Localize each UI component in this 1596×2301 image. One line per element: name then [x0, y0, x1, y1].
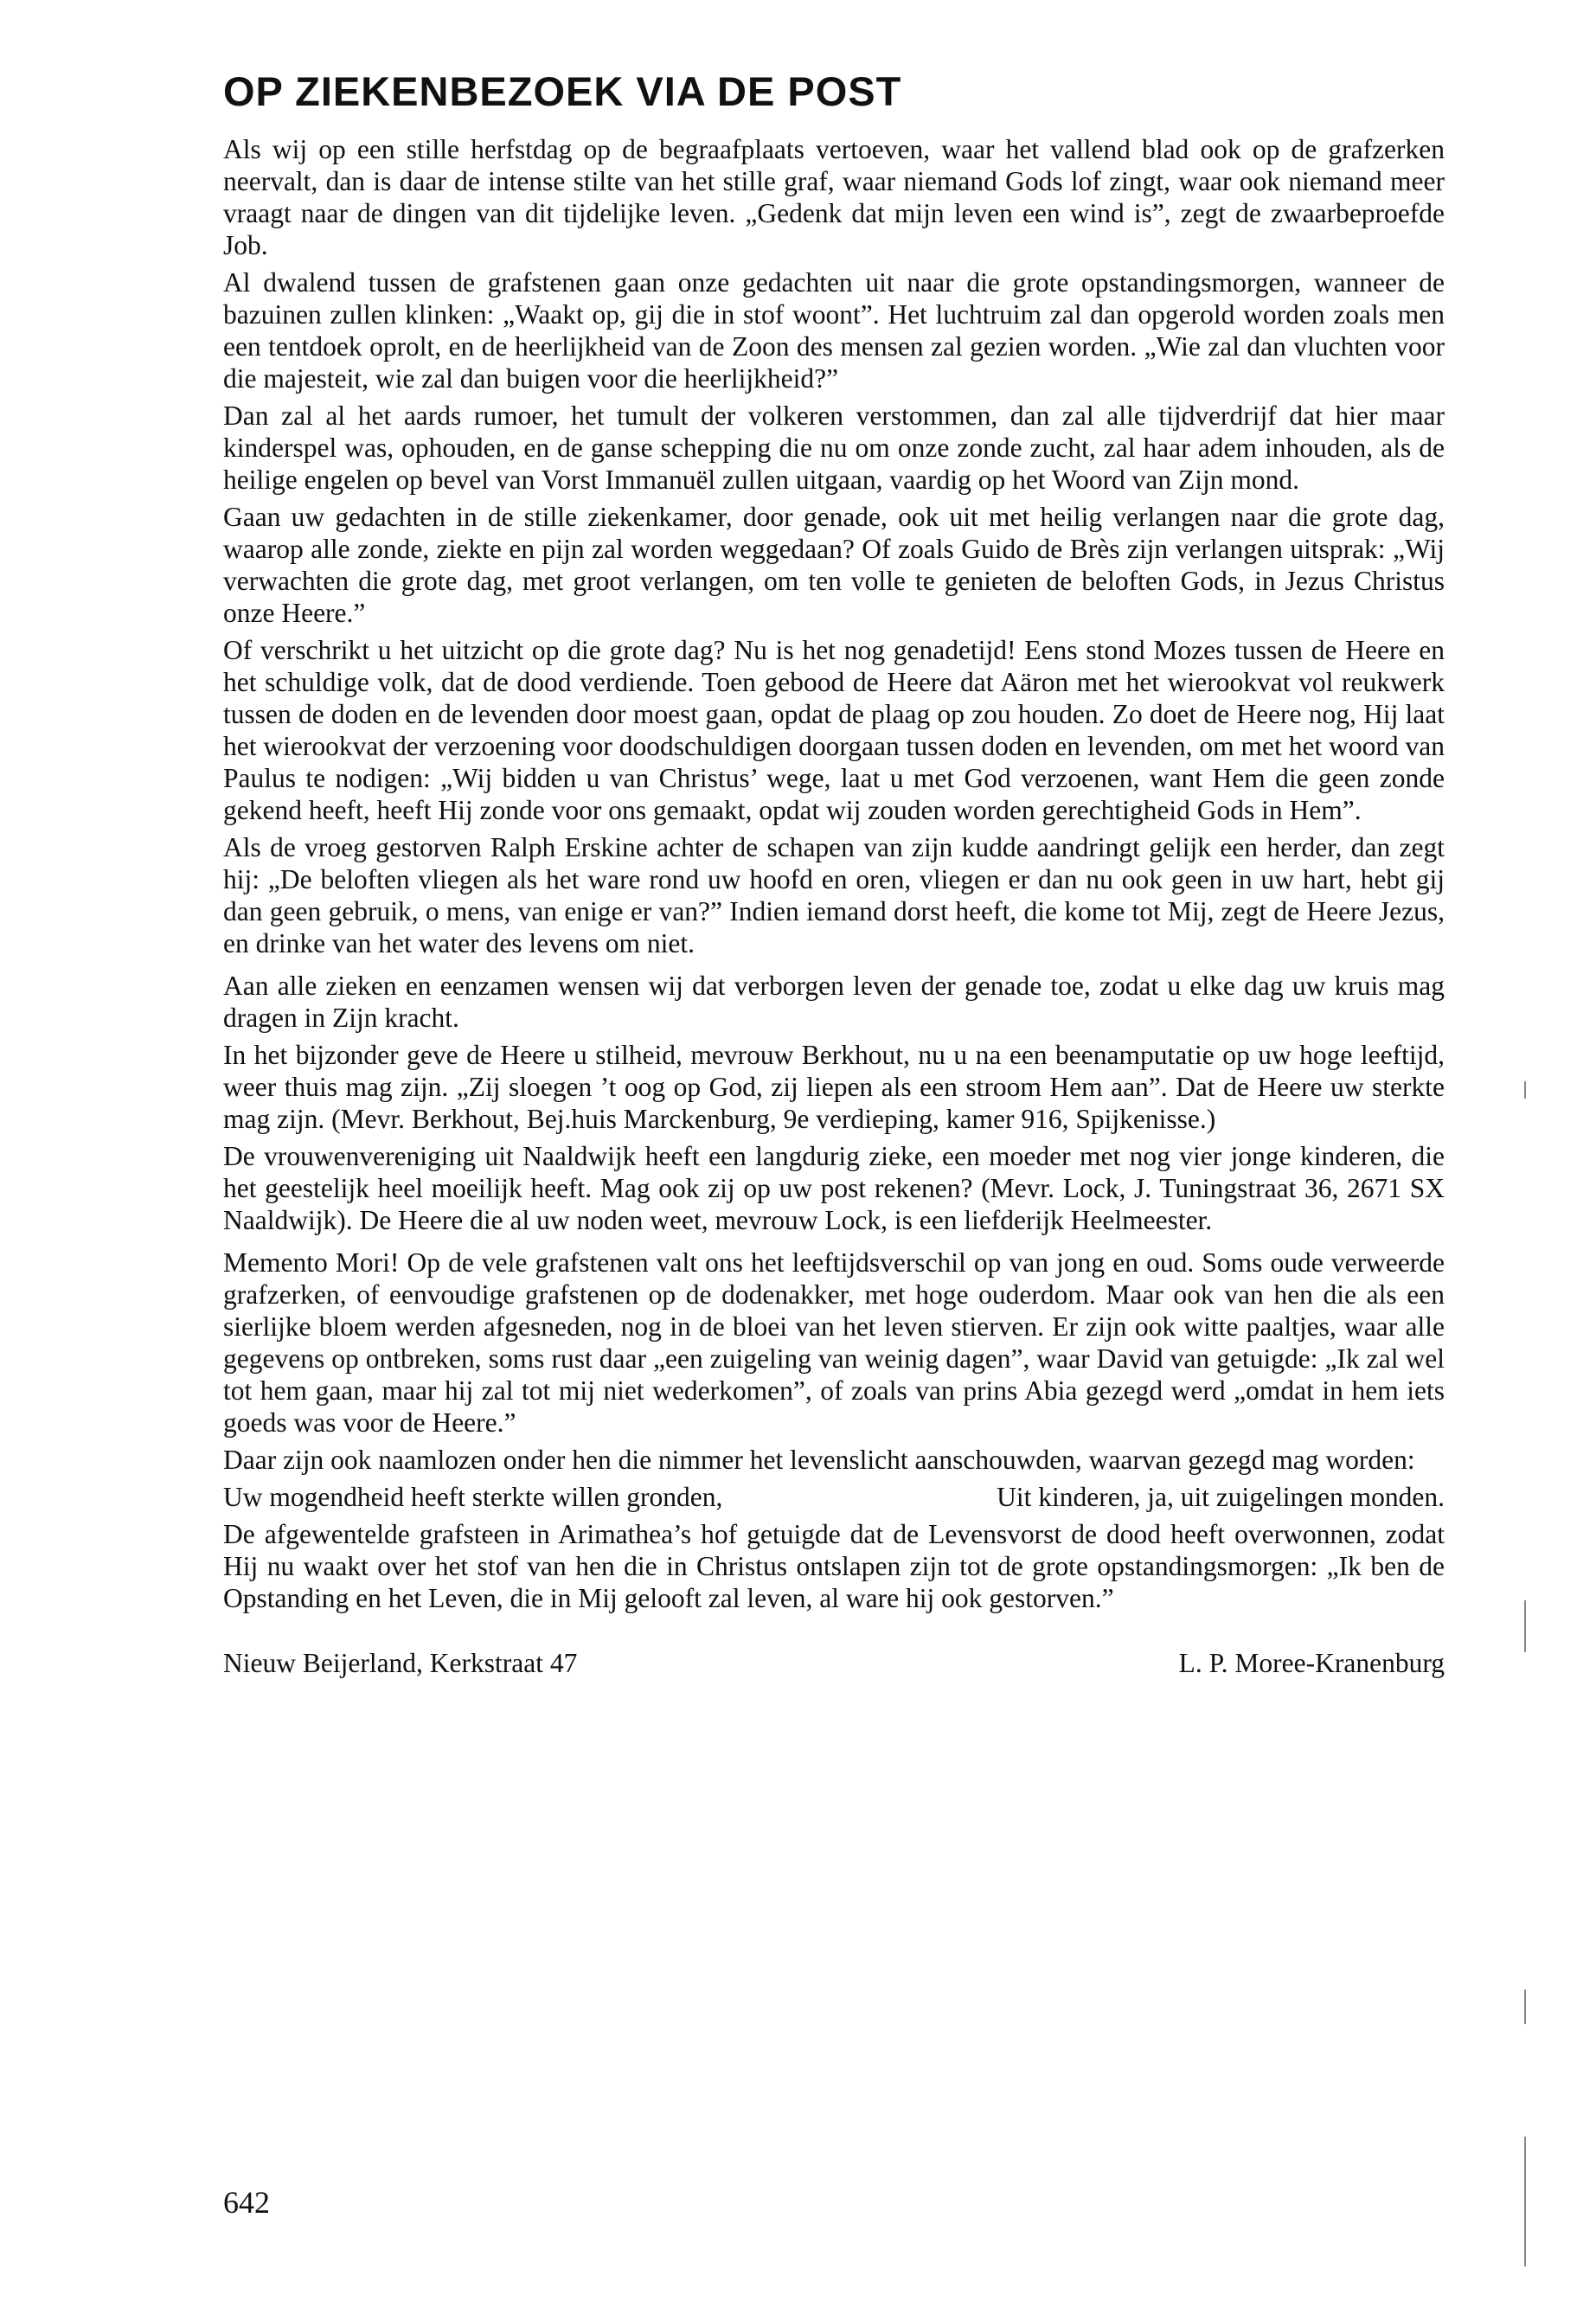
paragraph-8: In het bijzonder geve de Heere u stilheid, mevrouw Berkhout, nu u na een beenamputatie op uw hoge leeftijd, weer thuis mag zijn. „Zij sloegen ’t oog op God, zij liepen als een stroom Hem aan”. Dat de Heere uw sterkte mag zijn. (Mevr. Berkhout, Bej.huis Marckenburg, 9e verdieping, kamer 916, Spijkenisse.) — [223, 1039, 1445, 1134]
paragraph-4: Gaan uw gedachten in de stille ziekenkamer, door genade, ook uit met heilig verlangen naar die grote dag, waarop alle zonde, ziekte en pijn zal worden weggedaan? Of zoals Guido de Brès zijn verlangen uitsprak: „Wij verwachten die grote dag, met groot verlangen, om ten volle te genieten de beloften Gods, in Jezus Christus onze Heere.” — [223, 501, 1445, 628]
signature-place: Nieuw Beijerland, Kerkstraat 47 — [223, 1647, 578, 1678]
margin-mark — [1524, 1600, 1526, 1652]
verse-right: Uit kinderen, ja, uit zuigelingen monden. — [997, 1481, 1445, 1512]
paragraph-6: Als de vroeg gestorven Ralph Erskine achter de schapen van zijn kudde aandringt gelijk een herder, dan zegt hij: „De beloften vliegen als het ware rond uw hoofd en oren, vliegen er dan nu ook geen in uw hart, hebt gij dan geen gebruik, o mens, van enige er van?” Indien iemand dorst heeft, die kome tot Mij, zegt de Heere Jezus, en drinke van het water des levens om niet. — [223, 831, 1445, 958]
signature-author: L. P. Moree-Kranenburg — [1178, 1647, 1445, 1678]
paragraph-7: Aan alle zieken en eenzamen wensen wij dat verborgen leven der genade toe, zodat u elke dag uw kruis mag dragen in Zijn kracht. — [223, 970, 1445, 1033]
page-number: 642 — [223, 2185, 270, 2220]
paragraph-1: Als wij op een stille herfstdag op de begraafplaats vertoeven, waar het vallend blad ook op de grafzerken neervalt, dan is daar de intense stilte van het stille graf, waar niemand Gods lof zingt, waar ook niemand meer vraagt naar de dingen van dit tijdelijke leven. „Gedenk dat mijn leven een wind is”, zegt de zwaarbeproefde Job. — [223, 133, 1445, 260]
paragraph-3: Dan zal al het aards rumoer, het tumult der volkeren verstommen, dan zal alle tijdverdrijf dat hier maar kinderspel was, ophouden, en de ganse schepping die nu om onze zonde zucht, zal haar adem inhouden, als de heilige engelen op bevel van Vorst Immanuël zullen uitgaan, vaardig op het Woord van Zijn mond. — [223, 400, 1445, 495]
paragraph-10: Memento Mori! Op de vele grafstenen valt ons het leeftijdsverschil op van jong en oud. Soms oude verweerde grafzerken, of eenvoudige grafstenen op de dodenakker, met hoge ouderdom. Maar ook van hen die als een sierlijke bloem werden afgesneden, nog in de bloei van het leven stierven. Er zijn ook witte paaltjes, waar alle gegevens op ontbreken, soms rust daar „een zuigeling van weinig dagen”, waar David van getuigde: „Ik zal wel tot hem gaan, maar hij zal tot mij niet wederkomen”, of zoals van prins Abia gezegd werd „omdat in hem iets goeds was voor de Heere.” — [223, 1247, 1445, 1438]
paragraph-2: Al dwalend tussen de grafstenen gaan onze gedachten uit naar die grote opstandingsmorgen, wanneer de bazuinen zullen klinken: „Waakt op, gij die in stof woont”. Het luchtruim zal dan opgerold worden zoals men een tentdoek oprolt, en de heerlijkheid van de Zoon des mensen zal gezien worden. „Wie zal dan vluchten voor die majesteit, wie zal dan buigen voor die heerlijkheid?” — [223, 266, 1445, 394]
closing-paragraph: De afgewentelde grafsteen in Arimathea’s hof getuigde dat de Levensvorst de dood heeft overwonnen, zodat Hij nu waakt over het stof van hen die in Christus ontslapen zijn tot de grote opstandingsmorgen: „Ik ben de Opstanding en het Leven, die in Mij gelooft zal leven, al ware hij ook gestorven.” — [223, 1518, 1445, 1613]
paragraph-9: De vrouwenvereniging uit Naaldwijk heeft een langdurig zieke, een moeder met nog vier jonge kinderen, die het geestelijk heel moeilijk heeft. Mag ook zij op uw post rekenen? (Mevr. Lock, J. Tuningstraat 36, 2671 SX Naaldwijk). De Heere die al uw noden weet, mevrouw Lock, is een liefderijk Heelmeester. — [223, 1140, 1445, 1235]
margin-mark — [1524, 2137, 1526, 2266]
margin-mark — [1524, 1990, 1526, 2024]
article-title: OP ZIEKENBEZOEK VIA DE POST — [223, 68, 902, 114]
paragraph-5: Of verschrikt u het uitzicht op die grote dag? Nu is het nog genadetijd! Eens stond Mozes tussen de Heere en het schuldige volk, dat de dood verdiende. Toen gebood de Heere dat Aäron met het wierookvat vol reukwerk tussen de doden en de levenden door moest gaan, opdat de plaag op zou houden. Zo doet de Heere nog, Hij laat het wierookvat der verzoening voor doodschuldigen doorgaan tussen doden en levenden, om met het woord van Paulus te nodigen: „Wij bidden u van Christus’ wege, laat u met God verzoenen, want Hem die geen zonde gekend heeft, heeft Hij zonde voor ons gemaakt, opdat wij zouden worden gerechtigheid Gods in Hem”. — [223, 634, 1445, 825]
verse-line — [223, 1481, 1445, 1513]
document-page — [223, 69, 1445, 1679]
paragraph-11: Daar zijn ook naamlozen onder hen die nimmer het levenslicht aanschouwden, waarvan gezegd mag worden: — [223, 1444, 1415, 1475]
signature-line — [223, 1647, 1445, 1679]
margin-mark — [1524, 1081, 1526, 1099]
verse-left: Uw mogendheid heeft sterkte willen gronden, — [223, 1481, 723, 1512]
